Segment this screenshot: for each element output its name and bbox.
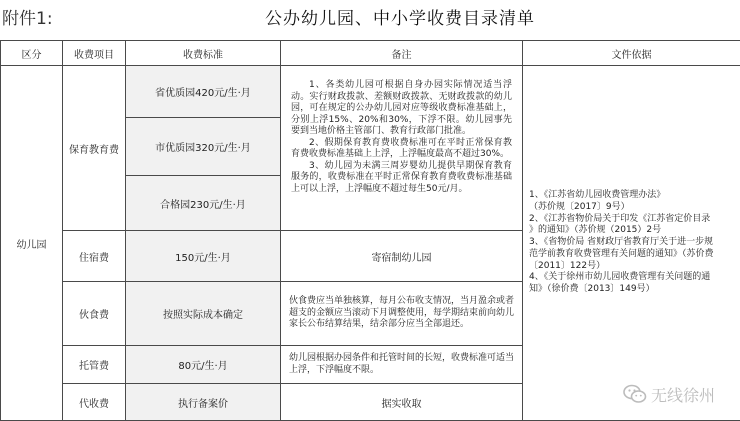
note-meals-text: 伙食费应当单独核算，每月公布收支情况，当月盈余或者超支的金额应当滚动下月调整使用，每学期结束前向幼儿家长公布结算结果，结余部分应当全部退还。 (289, 296, 515, 330)
basis-line: 1、《江苏省幼儿园收费管理办法》 (529, 189, 666, 200)
note-paragraph: 1、各类幼儿园可根据自身办园实际情况适当浮动。实行财政拨款、差额财政拨款、无财政拨款的幼儿园，可在规定的公办幼儿园对应等级收费标准基础上，分别上浮15%、20%和30%，下浮不限。幼儿园事先要到当地价格主管部门、教育行政部门批准。 (291, 80, 512, 136)
attachment-label: 附件1: (2, 9, 53, 29)
note-meals (281, 282, 523, 346)
item-meals: 伙食费 (63, 282, 126, 346)
note-collection: 据实收取 (281, 384, 523, 421)
standard-collection: 执行备案价 (126, 384, 281, 421)
basis-line: 知》（徐价费〔2013〕149号） (529, 284, 655, 295)
basis-line: 4、《关于徐州市幼儿园收费管理有关问题的通 (529, 272, 711, 283)
document-title: 公办幼儿园、中小学收费目录清单 (265, 9, 535, 29)
basis-line: 范学前教育收费管理有关问题的通知》（苏价费 (529, 248, 714, 259)
column-header-basis: 文件依据 (523, 41, 740, 66)
note-childcare (281, 346, 523, 384)
basis-cell (523, 66, 740, 421)
table-header-row (1, 41, 740, 66)
item-collection: 代收费 (63, 384, 126, 421)
column-header-item: 收费项目 (63, 41, 126, 66)
item-care-education: 保育教育费 (63, 66, 126, 231)
standard-childcare: 80元/生·月 (126, 346, 281, 384)
table-row (1, 66, 740, 118)
basis-line: 》的通知》（苏价规（2015）2号 (529, 225, 662, 236)
note-childcare-text: 幼儿园根据办园条件和托管时间的长短，收费标准可适当上浮，下浮幅度不限。 (289, 353, 515, 375)
column-header-standard: 收费标准 (126, 41, 281, 66)
watermark-text: 无线徐州 (651, 385, 716, 405)
note-boarding: 寄宿制幼儿园 (281, 231, 523, 282)
standard-meals: 按照实际成本确定 (126, 282, 281, 346)
basis-line: （苏价规〔2017〕9号） (529, 201, 630, 212)
item-boarding: 住宿费 (63, 231, 126, 282)
column-header-category: 区分 (1, 41, 63, 66)
standard-qualified: 合格园230元/生·月 (126, 176, 281, 231)
basis-line: 〔2011〕122号） (529, 260, 606, 271)
fee-catalog-table (0, 40, 740, 421)
category-cell: 幼儿园 (1, 66, 63, 421)
item-childcare: 托管费 (63, 346, 126, 384)
note-paragraph: 3、幼儿园为未满三周岁婴幼儿提供早期保育教育服务的，收费标准在平时正常保育教育费收费标准基础上可以上浮，上浮幅度不超过每生50元/月。 (291, 160, 512, 194)
standard-provincial-quality: 省优质园420元/生·月 (126, 66, 281, 118)
standard-boarding: 150元/生·月 (126, 231, 281, 282)
basis-line: 3、《省物价局 省财政厅省教育厅关于进一步规 (529, 237, 714, 248)
column-header-note: 备注 (281, 41, 523, 66)
wechat-icon (623, 384, 647, 404)
watermark (623, 381, 739, 407)
note-paragraph: 2、假期保育教育费收费标准可在平时正常保育教育费收费标准基础上上浮，上浮幅度最高不超过30%。 (291, 137, 512, 159)
basis-line: 2、《江苏省物价局关于印发《江苏省定价目录 (529, 213, 711, 224)
note-care-education (281, 66, 523, 231)
standard-city-quality: 市优质园320元/生·月 (126, 118, 281, 176)
